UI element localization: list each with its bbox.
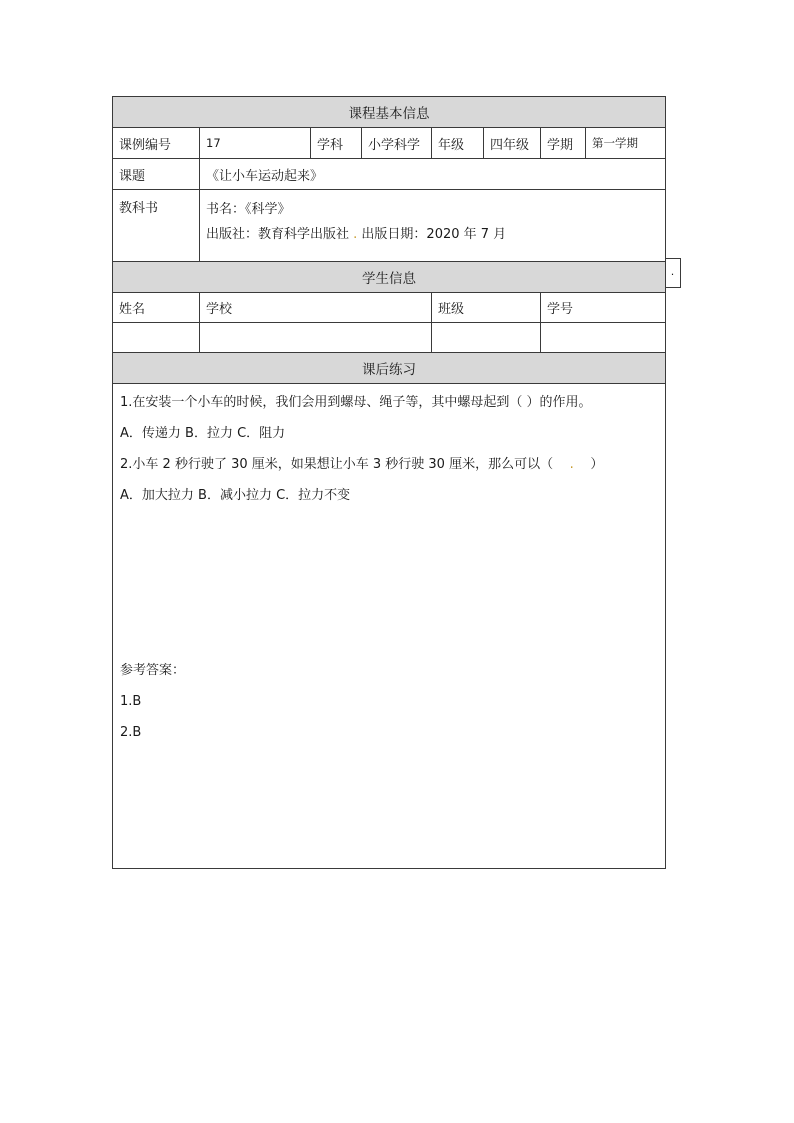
question-1: 1.在安装一个小车的时候，我们会用到螺母、绳子等，其中螺母起到（ ）的作用。 [120, 395, 592, 410]
textbook-label: 教科书 [113, 190, 200, 262]
lesson-sheet [112, 96, 665, 869]
class-label: 班级 [432, 293, 541, 323]
question-2-options: A．加大拉力 B．减小拉力 C．拉力不变 [120, 488, 351, 503]
lesson-table [112, 96, 666, 869]
case-no-label: 课例编号 [113, 128, 200, 159]
question-2-close: ） [590, 457, 604, 472]
id-label: 学号 [541, 293, 666, 323]
publisher-dot: . [353, 227, 362, 242]
question-1-options: A．传递力 B．拉力 C．阻力 [120, 426, 286, 441]
name-label: 姓名 [113, 293, 200, 323]
publisher-line [206, 222, 659, 247]
term-label: 学期 [541, 128, 586, 159]
section-exercises: 课后练习 [113, 353, 666, 384]
exercises-body [113, 384, 666, 869]
answer-title: 参考答案： [120, 663, 186, 678]
publish-date: 出版日期：2020 年 7 月 [361, 227, 507, 242]
question-2 [120, 454, 658, 475]
answer-1: 1.B [120, 694, 142, 709]
subject-label: 学科 [311, 128, 362, 159]
textbook-info [200, 190, 666, 262]
book-name: 书名：《科学》 [206, 202, 291, 217]
grade-label: 年级 [432, 128, 484, 159]
case-no-value: 17 [200, 128, 311, 159]
id-field[interactable] [541, 323, 666, 353]
grade-value: 四年级 [484, 128, 541, 159]
school-field[interactable] [200, 323, 432, 353]
class-field[interactable] [432, 323, 541, 353]
answer-2: 2.B [120, 725, 142, 740]
publisher: 出版社：教育科学出版社 [206, 227, 350, 242]
topic-label: 课题 [113, 159, 200, 190]
section-basic-info: 课程基本信息 [113, 97, 666, 128]
section-student-info: 学生信息 [113, 262, 666, 293]
answer-block [120, 660, 658, 743]
subject-value: 小学科学 [362, 128, 432, 159]
topic-value: 《让小车运动起来》 [200, 159, 666, 190]
side-mark-box: . [665, 258, 681, 288]
question-2-text: 2.小车 2 秒行驶了 30 厘米，如果想让小车 3 秒行驶 30 厘米，那么可以（ [120, 457, 554, 472]
question-2-dot: . [557, 457, 587, 472]
name-field[interactable] [113, 323, 200, 353]
term-value: 第一学期 [586, 128, 666, 159]
school-label: 学校 [200, 293, 432, 323]
